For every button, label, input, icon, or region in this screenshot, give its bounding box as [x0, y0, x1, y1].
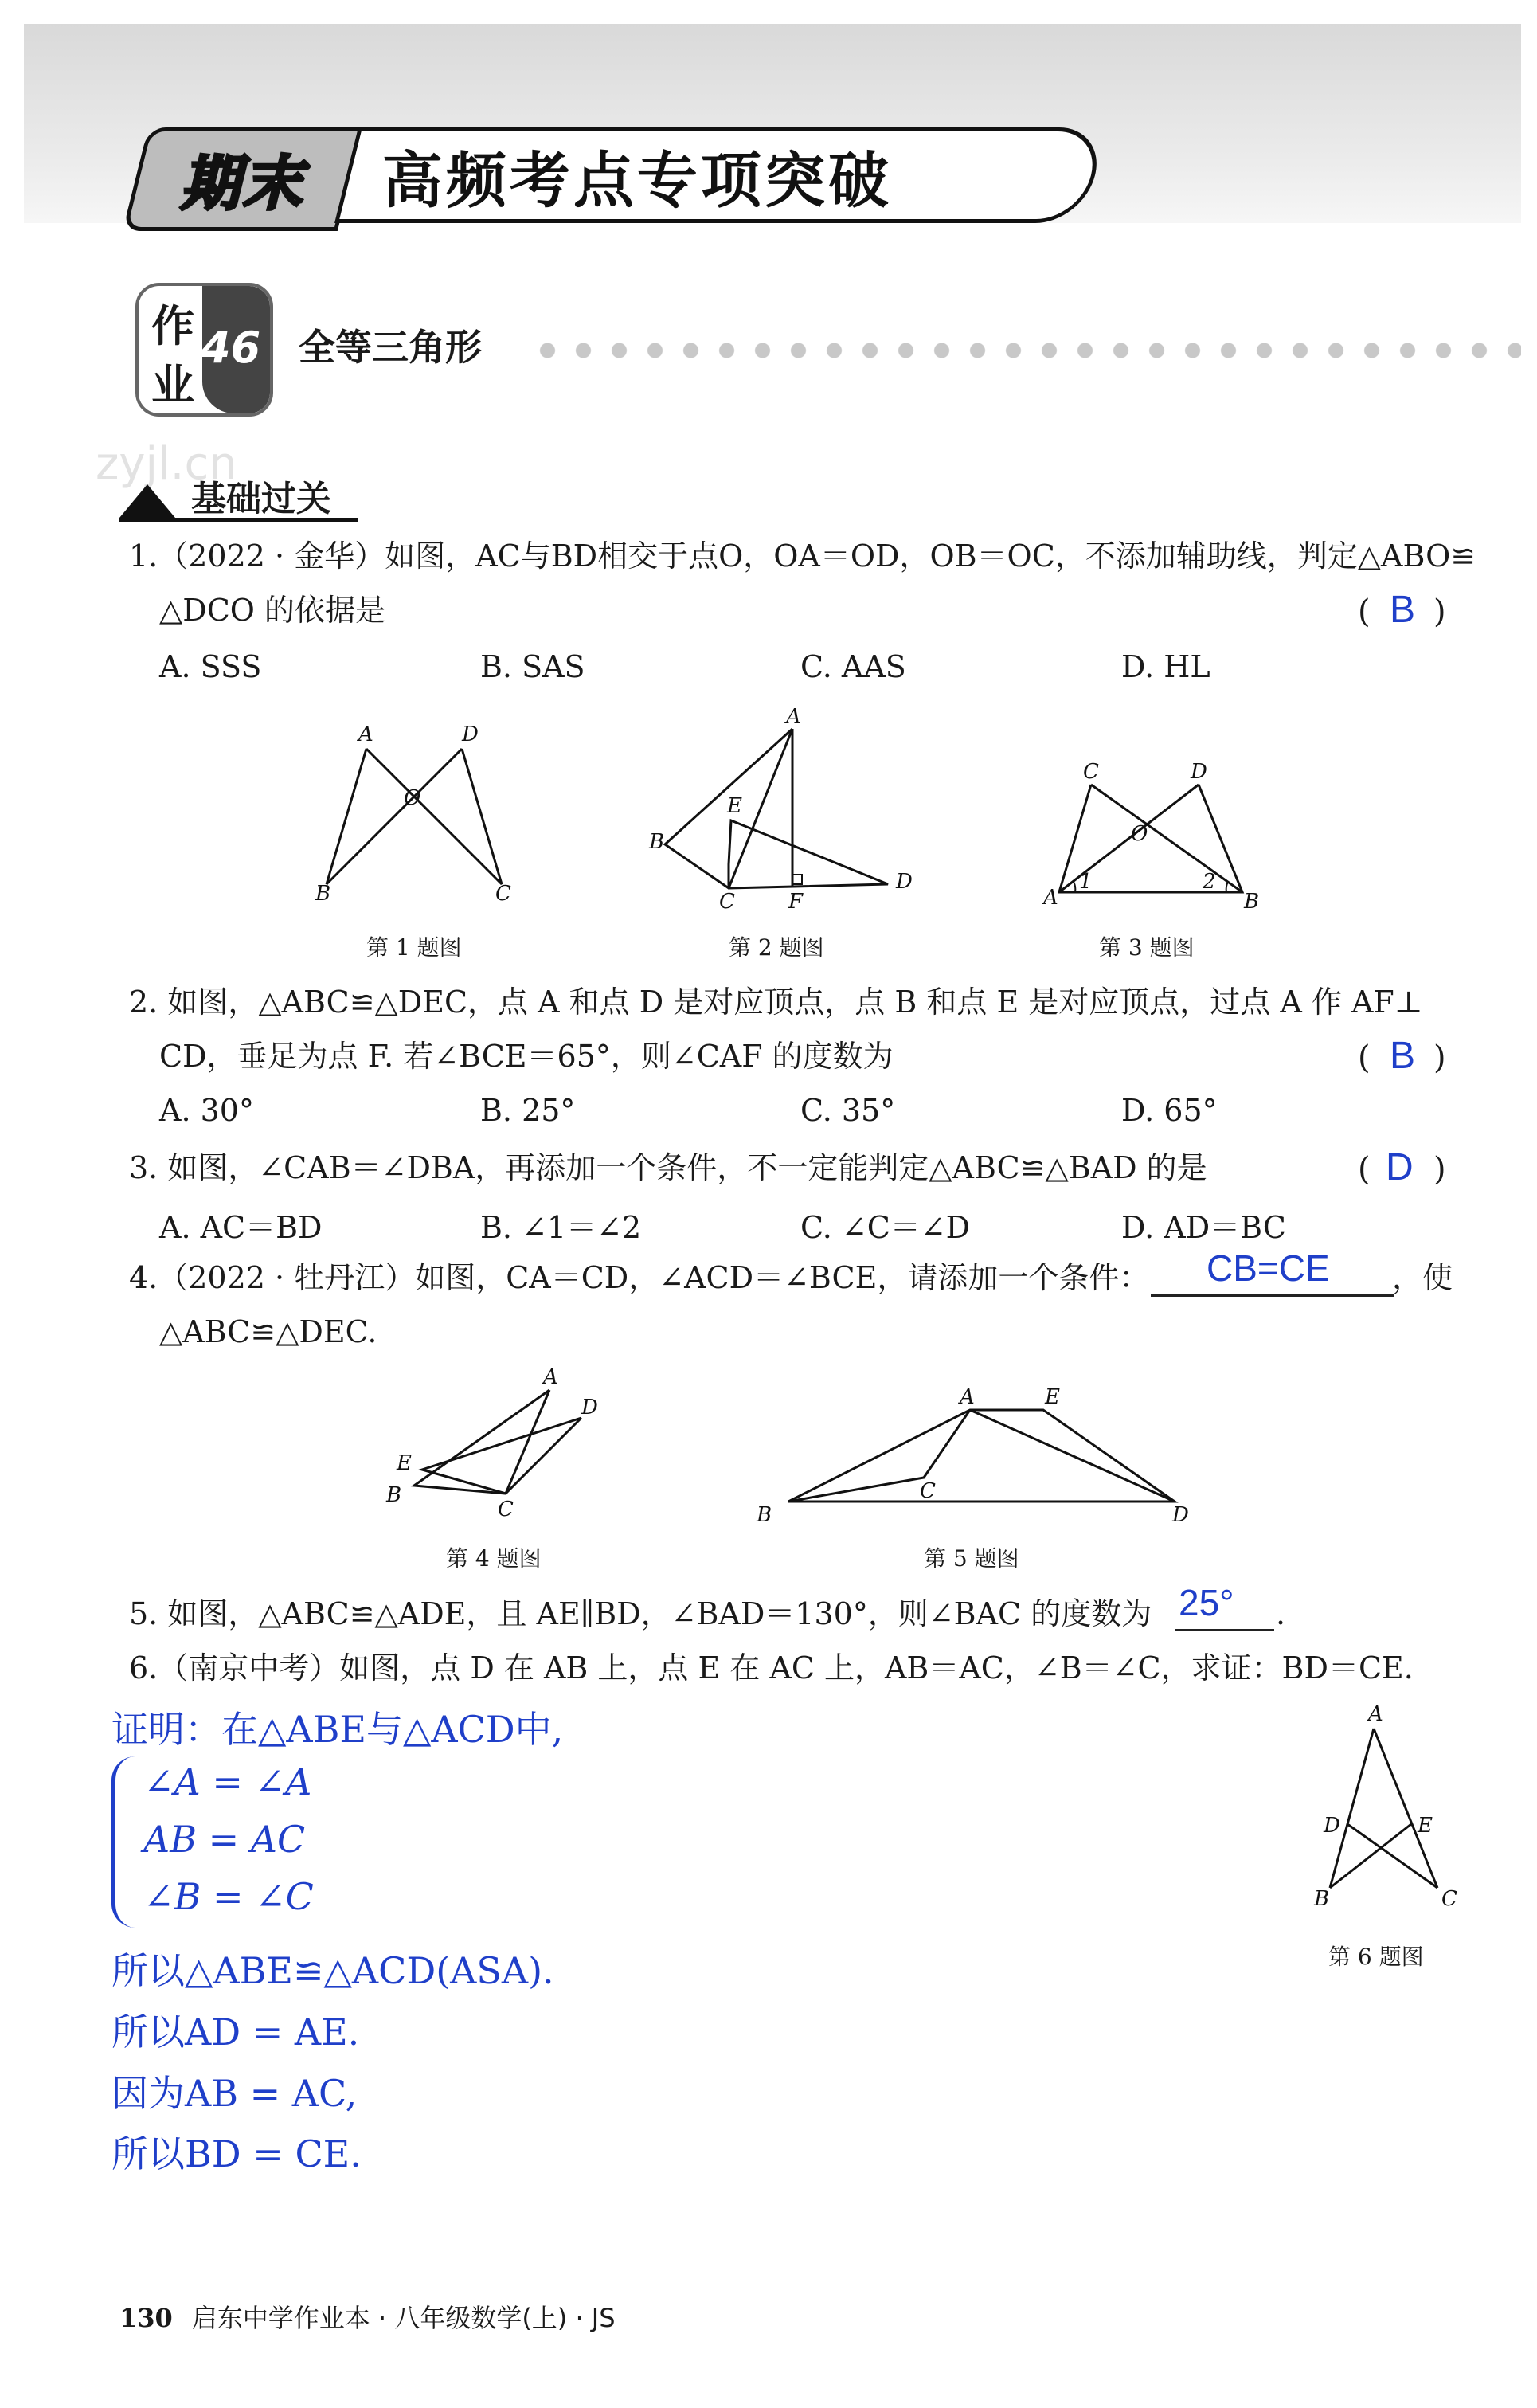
homework-title: 全等三角形	[299, 326, 482, 369]
fig2-label-e: E	[727, 794, 742, 818]
fig6-label-d: D	[1324, 1814, 1340, 1838]
q2-line2: CD，垂足为点 F. 若∠BCE＝65°，则∠CAF 的度数为	[159, 1039, 894, 1074]
q5-end: .	[1276, 1596, 1286, 1631]
proof-line-4: 因为AB = AC,	[111, 2072, 358, 2115]
q4-line2: △ABC≌△DEC.	[159, 1314, 377, 1349]
fig6-label-a: A	[1368, 1702, 1383, 1726]
fig1-label-b: B	[315, 882, 331, 906]
fig1-label-o: O	[404, 786, 421, 810]
caption-1: 第 1 题图	[366, 934, 462, 961]
figure-3	[1035, 761, 1274, 920]
dotted-divider	[530, 343, 1521, 358]
caption-4: 第 4 题图	[446, 1545, 542, 1572]
figure-5	[757, 1386, 1203, 1529]
fig6-label-c: C	[1441, 1887, 1457, 1911]
section-heading	[119, 470, 358, 522]
fig3-label-2: 2	[1203, 870, 1216, 894]
q2-paren-close: )	[1433, 1040, 1446, 1076]
q3-line1: 3. 如图，∠CAB＝∠DBA，再添加一个条件，不一定能判定△ABC≌△BAD 的是	[129, 1150, 1207, 1185]
caption-3: 第 3 题图	[1099, 934, 1195, 961]
q1-line1: 1.（2022 · 金华）如图，AC与BD相交于点O，OA＝OD，OB＝OC，不添加辅助线，判定△ABO≌	[129, 538, 1476, 574]
proof-condition-3: ∠B = ∠C	[143, 1875, 314, 1918]
fig6-label-b: B	[1314, 1887, 1330, 1911]
fig5-label-b: B	[757, 1503, 772, 1527]
q2-paren-open: (	[1358, 1040, 1371, 1076]
q4-blank	[1151, 1294, 1394, 1297]
banner-tag	[123, 127, 363, 231]
q5-line1: 5. 如图，△ABC≌△ADE，且 AE∥BD，∠BAD＝130°，则∠BAC 的度数为	[129, 1596, 1152, 1631]
triangle-icon	[119, 484, 175, 518]
q4-line1: 4.（2022 · 牡丹江）如图，CA＝CD，∠ACD＝∠BCE，请添加一个条件：	[129, 1260, 1150, 1295]
q5-blank	[1175, 1629, 1274, 1631]
q3-paren-open: (	[1358, 1151, 1371, 1188]
fig6-side-ab	[1330, 1729, 1374, 1888]
q4-answer: CB=CE	[1207, 1247, 1330, 1289]
q2-option-b: B. 25°	[480, 1093, 576, 1128]
q1-answer: B	[1390, 589, 1416, 631]
q3-option-b: B. ∠1＝∠2	[480, 1210, 642, 1245]
q5-answer: 25°	[1179, 1582, 1234, 1623]
fig5-label-a: A	[960, 1385, 975, 1409]
proof-line-3: 所以AD = AE.	[111, 2011, 360, 2054]
fig3-label-d: D	[1191, 760, 1207, 784]
q4-tail: ，使	[1392, 1260, 1453, 1295]
q3-answer: D	[1386, 1146, 1414, 1188]
fig3-label-a: A	[1043, 886, 1058, 910]
fig2-label-a: A	[786, 705, 801, 729]
fig4-label-e: E	[397, 1451, 412, 1475]
fig5-label-d: D	[1172, 1503, 1189, 1527]
q1-option-a: A. SSS	[159, 649, 262, 684]
fig1-label-c: C	[495, 882, 511, 906]
fig3-label-b: B	[1244, 890, 1260, 914]
q1-option-b: B. SAS	[480, 649, 585, 684]
q3-option-d: D. AD＝BC	[1121, 1210, 1286, 1245]
figure-4	[382, 1366, 613, 1533]
banner-tag-text: 期末	[181, 150, 305, 218]
fig4-label-d: D	[581, 1396, 598, 1419]
proof-brace	[111, 1756, 139, 1928]
fig2-right-angle	[792, 875, 802, 884]
q1-option-c: C. AAS	[800, 649, 906, 684]
q6-line1: 6.（南京中考）如图，点 D 在 AB 上，点 E 在 AC 上，AB＝AC，∠B＝∠C，求证：BD＝CE.	[129, 1650, 1414, 1686]
q2-answer: B	[1390, 1035, 1416, 1077]
fig2-label-f: F	[788, 890, 804, 914]
fig6-segment-be	[1330, 1824, 1411, 1888]
q2-line1: 2. 如图，△ABC≌△DEC，点 A 和点 D 是对应顶点，点 B 和点 E 是对应顶点，过点 A 作 AF⊥	[129, 985, 1423, 1020]
caption-6: 第 6 题图	[1328, 1944, 1424, 1970]
badge-zuo: 作	[151, 301, 194, 351]
q2-option-c: C. 35°	[800, 1093, 896, 1128]
fig4-label-a: A	[543, 1365, 558, 1389]
figure-2	[649, 705, 928, 916]
q3-option-c: C. ∠C＝∠D	[800, 1210, 971, 1245]
fig5-label-e: E	[1045, 1385, 1060, 1409]
fig4-label-c: C	[498, 1498, 514, 1521]
fig1-label-d: D	[462, 722, 479, 746]
fig5-segment-ad	[970, 1410, 1175, 1502]
fig6-label-e: E	[1418, 1814, 1433, 1838]
q2-option-a: A. 30°	[159, 1093, 254, 1128]
footer-text: 启东中学作业本 · 八年级数学(上) · JS	[191, 2303, 616, 2333]
q3-option-a: A. AC＝BD	[159, 1210, 323, 1245]
section-title: 基础过关	[191, 479, 331, 519]
banner-title-text: 高频考点专项突破	[382, 144, 892, 216]
proof-condition-1: ∠A = ∠A	[143, 1760, 312, 1803]
q1-paren-close: )	[1433, 593, 1446, 630]
caption-5: 第 5 题图	[924, 1545, 1019, 1572]
fig4-triangle-abc	[414, 1390, 549, 1494]
proof-line-5: 所以BD = CE.	[111, 2132, 362, 2175]
figure-6	[1306, 1702, 1465, 1920]
figure-1	[311, 713, 534, 904]
badge-ye: 业	[151, 360, 194, 410]
fig3-label-o: O	[1131, 822, 1148, 846]
fig1-triangle-dco	[366, 749, 502, 884]
banner-title	[334, 127, 1107, 223]
q3-paren-close: )	[1433, 1151, 1446, 1188]
q2-option-d: D. 65°	[1121, 1093, 1218, 1128]
fig1-label-a: A	[358, 722, 373, 746]
fig5-outline	[788, 1410, 1175, 1502]
page-number: 130	[119, 2303, 173, 2333]
proof-line-1: 证明：在△ABE与△ACD中,	[111, 1708, 564, 1751]
fig2-label-b: B	[649, 830, 665, 854]
proof-condition-2: AB = AC	[143, 1818, 306, 1861]
homework-badge	[135, 283, 273, 417]
fig3-label-c: C	[1083, 760, 1099, 784]
fig5-label-c: C	[920, 1479, 936, 1503]
fig1-triangle-abo	[327, 749, 462, 884]
watermark: zyjl.cn	[96, 438, 237, 490]
fig4-triangle-dec	[422, 1418, 581, 1494]
fig2-label-d: D	[896, 870, 913, 894]
q1-option-d: D. HL	[1121, 649, 1210, 684]
fig3-label-1: 1	[1079, 870, 1093, 894]
q1-line2: △DCO 的依据是	[159, 593, 385, 628]
q1-paren-open: (	[1358, 593, 1371, 630]
fig2-label-c: C	[719, 890, 735, 914]
page-footer	[119, 2298, 616, 2335]
proof-line-2: 所以△ABE≌△ACD(ASA).	[111, 1949, 554, 1992]
caption-2: 第 2 题图	[729, 934, 824, 961]
fig4-label-b: B	[386, 1483, 402, 1507]
badge-number: 46	[201, 323, 261, 373]
